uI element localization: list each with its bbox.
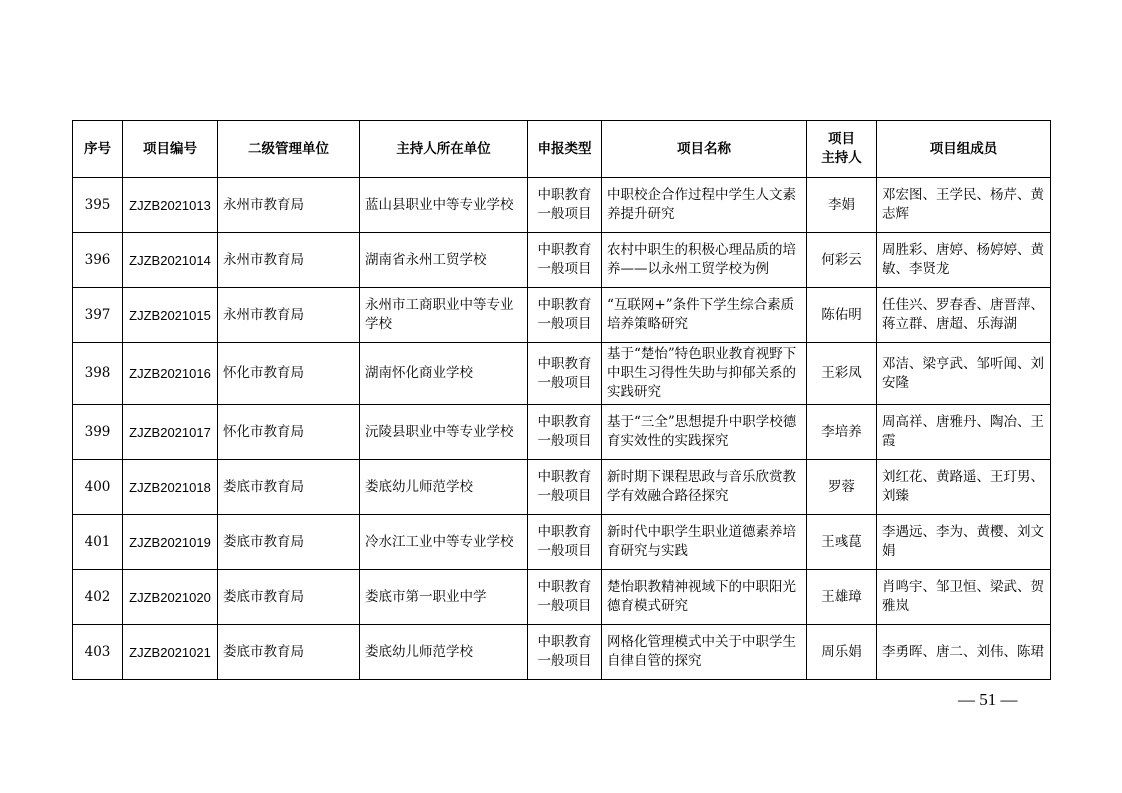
cell-code: ZJZB2021014: [123, 233, 218, 288]
cell-code: ZJZB2021021: [123, 625, 218, 680]
cell-unit: 娄底市教育局: [218, 570, 360, 625]
page-number: — 51 —: [958, 690, 1018, 709]
cell-host-unit: 湖南省永州工贸学校: [360, 233, 528, 288]
table-row: [73, 625, 1051, 680]
cell-type: [528, 570, 602, 625]
table-row: [73, 570, 1051, 625]
cell-unit: 怀化市教育局: [218, 343, 360, 405]
cell-type-line: 中职教育: [537, 355, 592, 372]
table-row: [73, 405, 1051, 460]
cell-host-unit: 沅陵县职业中等专业学校: [360, 405, 528, 460]
cell-code: ZJZB2021015: [123, 288, 218, 343]
cell-seq: 395: [73, 178, 123, 233]
header-unit: 二级管理单位: [218, 121, 360, 178]
cell-type-line: 中职教育: [537, 524, 592, 540]
cell-code: ZJZB2021019: [123, 515, 218, 570]
cell-type: [528, 233, 602, 288]
table-row: [73, 288, 1051, 343]
cell-unit: 永州市教育局: [218, 233, 360, 288]
table-row: [73, 233, 1051, 288]
cell-type-line: 一般项目: [537, 206, 592, 222]
cell-type: [528, 343, 602, 405]
cell-code: ZJZB2021017: [123, 405, 218, 460]
cell-type-line: 中职教育: [537, 634, 592, 650]
cell-code: ZJZB2021020: [123, 570, 218, 625]
cell-seq: 402: [73, 570, 123, 625]
cell-members: 邓洁、梁亨武、邹听闻、刘安隆: [877, 343, 1051, 405]
cell-host: 罗蓉: [807, 460, 877, 515]
cell-project-name: 中职校企合作过程中学生人文素养提升研究: [602, 178, 807, 233]
cell-type: [528, 460, 602, 515]
cell-code: ZJZB2021013: [123, 178, 218, 233]
cell-type-line: 一般项目: [537, 433, 592, 449]
cell-type-line: 一般项目: [537, 316, 592, 332]
header-row: [73, 121, 1051, 178]
cell-type: [528, 178, 602, 233]
cell-members: 任佳兴、罗春香、唐晋萍、蒋立群、唐超、乐海湖: [877, 288, 1051, 343]
cell-type-line: 一般项目: [537, 261, 592, 277]
cell-members: 邓宏图、王学民、杨芹、黄志辉: [877, 178, 1051, 233]
cell-unit: 怀化市教育局: [218, 405, 360, 460]
header-seq: 序号: [73, 121, 123, 178]
cell-members: 李遇远、李为、黄樱、刘文娟: [877, 515, 1051, 570]
header-host-line2: 主持人: [821, 150, 862, 166]
header-members: 项目组成员: [877, 121, 1051, 178]
cell-type-line: 一般项目: [537, 488, 592, 504]
cell-project-name: 新时代中职学生职业道德素养培育研究与实践: [602, 515, 807, 570]
cell-type-line: 一般项目: [537, 543, 592, 559]
cell-host: 何彩云: [807, 233, 877, 288]
cell-type-line: 中职教育: [537, 414, 592, 430]
cell-project-name: 基于“三全”思想提升中职学校德育实效性的实践探究: [602, 405, 807, 460]
cell-type-line: 一般项目: [537, 598, 592, 614]
cell-unit: 娄底市教育局: [218, 460, 360, 515]
cell-seq: 399: [73, 405, 123, 460]
table-row: [73, 343, 1051, 405]
cell-type-line: 中职教育: [537, 469, 592, 485]
table-row: [73, 178, 1051, 233]
cell-type-line: 一般项目: [537, 374, 592, 391]
cell-seq: 397: [73, 288, 123, 343]
cell-host: 李娟: [807, 178, 877, 233]
cell-code: ZJZB2021016: [123, 343, 218, 405]
cell-members: 肖鸣宇、邹卫恒、梁武、贺雅岚: [877, 570, 1051, 625]
cell-seq: 401: [73, 515, 123, 570]
header-host: [807, 121, 877, 178]
cell-unit: 永州市教育局: [218, 288, 360, 343]
cell-type-line: 一般项目: [537, 653, 592, 669]
cell-project-name: 网格化管理模式中关于中职学生自律自管的探究: [602, 625, 807, 680]
cell-unit: 娄底市教育局: [218, 625, 360, 680]
table-body: [73, 178, 1051, 680]
cell-host: 陈佑明: [807, 288, 877, 343]
cell-project-name: 新时期下课程思政与音乐欣赏教学有效融合路径探究: [602, 460, 807, 515]
table-row: [73, 460, 1051, 515]
cell-seq: 403: [73, 625, 123, 680]
cell-seq: 396: [73, 233, 123, 288]
cell-type-line: 中职教育: [537, 297, 592, 313]
cell-host-unit: 娄底市第一职业中学: [360, 570, 528, 625]
cell-members: 李勇晖、唐二、刘伟、陈珺: [877, 625, 1051, 680]
cell-host-unit: 娄底幼儿师范学校: [360, 460, 528, 515]
cell-code: ZJZB2021018: [123, 460, 218, 515]
cell-host: 李培养: [807, 405, 877, 460]
cell-members: 周胜彩、唐婷、杨婷婷、黄敏、李贤龙: [877, 233, 1051, 288]
cell-type: [528, 405, 602, 460]
cell-host: 王雄璋: [807, 570, 877, 625]
cell-members: 刘红花、黄路遥、王玎男、刘臻: [877, 460, 1051, 515]
cell-unit: 永州市教育局: [218, 178, 360, 233]
cell-host-unit: 永州市工商职业中等专业学校: [360, 288, 528, 343]
cell-seq: 398: [73, 343, 123, 405]
cell-members: 周高祥、唐雅丹、陶冶、王霞: [877, 405, 1051, 460]
cell-host-unit: 娄底幼儿师范学校: [360, 625, 528, 680]
header-host-line1: 项目: [828, 131, 855, 147]
cell-type: [528, 515, 602, 570]
cell-type: [528, 288, 602, 343]
header-code: 项目编号: [123, 121, 218, 178]
cell-project-name: 基于“楚怡”特色职业教育视野下中职生习得性失助与抑郁关系的实践研究: [602, 343, 807, 405]
cell-unit: 娄底市教育局: [218, 515, 360, 570]
cell-host-unit: 冷水江工业中等专业学校: [360, 515, 528, 570]
cell-host: 王彩凤: [807, 343, 877, 405]
cell-project-name: 农村中职生的积极心理品质的培养——以永州工贸学校为例: [602, 233, 807, 288]
cell-type: [528, 625, 602, 680]
cell-host-unit: 蓝山县职业中等专业学校: [360, 178, 528, 233]
header-name: 项目名称: [602, 121, 807, 178]
cell-type-line: 中职教育: [537, 187, 592, 203]
cell-project-name: “互联网+”条件下学生综合素质培养策略研究: [602, 288, 807, 343]
cell-project-name: 楚怡职教精神视域下的中职阳光德育模式研究: [602, 570, 807, 625]
table-row: [73, 515, 1051, 570]
project-table: [72, 120, 1051, 680]
header-host-unit: 主持人所在单位: [360, 121, 528, 178]
cell-host: 王彧菎: [807, 515, 877, 570]
cell-type-line: 中职教育: [537, 242, 592, 258]
cell-host-unit: 湖南怀化商业学校: [360, 343, 528, 405]
cell-seq: 400: [73, 460, 123, 515]
cell-type-line: 中职教育: [537, 579, 592, 595]
cell-host: 周乐娟: [807, 625, 877, 680]
header-type: 申报类型: [528, 121, 602, 178]
